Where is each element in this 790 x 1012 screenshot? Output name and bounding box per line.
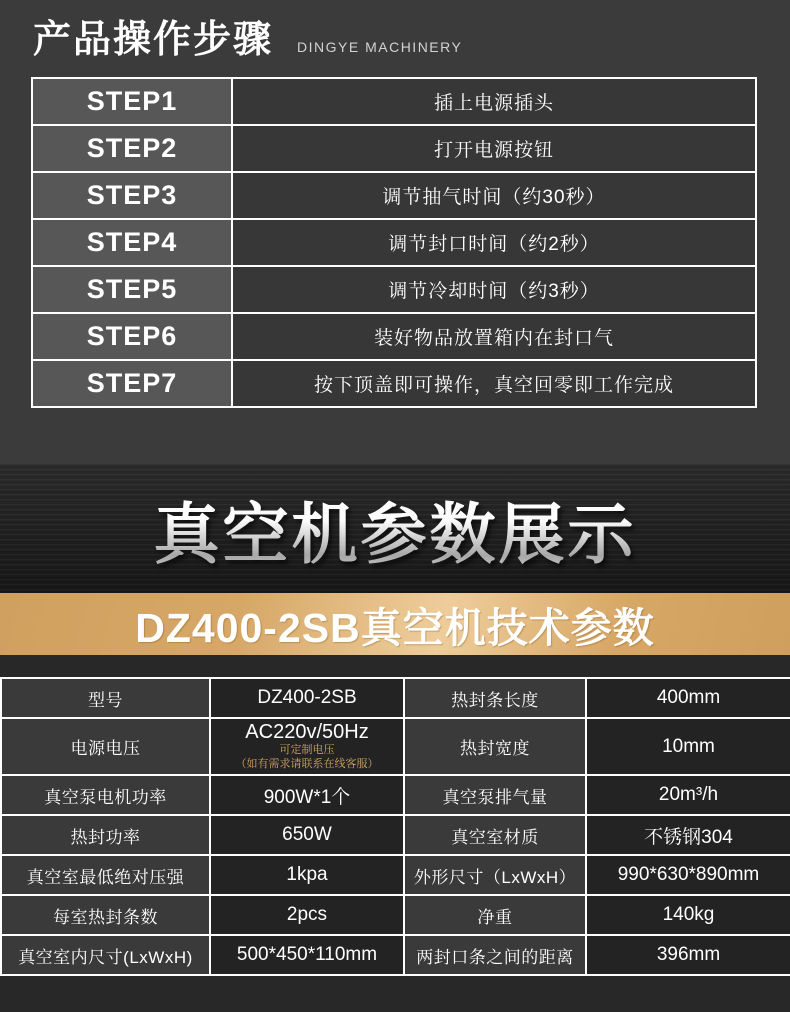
step-desc-cell: 调节冷却时间（约3秒）: [232, 266, 756, 313]
steps-header: [33, 20, 790, 62]
step-number-cell: STEP7: [32, 360, 232, 407]
spec-row: [1, 895, 790, 935]
spec-value-cell: 20m³/h: [586, 775, 790, 815]
spec-label-cell: 热封宽度: [404, 718, 586, 775]
spec-value-cell: 不锈钢304: [586, 815, 790, 855]
spec-row: [1, 775, 790, 815]
spec-value-cell: DZ400-2SB: [210, 678, 404, 718]
spec-row: [1, 815, 790, 855]
step-desc-cell: 按下顶盖即可操作，真空回零即工作完成: [232, 360, 756, 407]
spec-row: [1, 935, 790, 975]
spec-label-cell: 电源电压: [1, 718, 210, 775]
spec-value-cell: 1kpa: [210, 855, 404, 895]
step-number-cell: STEP6: [32, 313, 232, 360]
step-desc-cell: 装好物品放置箱内在封口气: [232, 313, 756, 360]
step-desc-cell: 打开电源按钮: [232, 125, 756, 172]
spec-label-cell: 每室热封条数: [1, 895, 210, 935]
spec-value-cell: 396mm: [586, 935, 790, 975]
step-row: [32, 78, 756, 125]
spec-label-cell: 净重: [404, 895, 586, 935]
step-row: [32, 172, 756, 219]
step-number-cell: STEP1: [32, 78, 232, 125]
step-number-cell: STEP4: [32, 219, 232, 266]
spec-row: [1, 855, 790, 895]
step-row: [32, 313, 756, 360]
spec-row: [1, 678, 790, 718]
spec-value-note: 可定制电压: [279, 744, 335, 757]
brand-subtitle: DINGYE MACHINERY: [297, 39, 463, 55]
spec-value-note: （如有需求请联系在线客服）: [235, 758, 379, 770]
spec-value-cell: 900W*1个: [210, 775, 404, 815]
spec-value-cell: 990*630*890mm: [586, 855, 790, 895]
step-number-cell: STEP2: [32, 125, 232, 172]
step-row: [32, 360, 756, 407]
step-number-cell: STEP3: [32, 172, 232, 219]
spec-value-cell: 2pcs: [210, 895, 404, 935]
step-number-cell: STEP5: [32, 266, 232, 313]
model-banner: [0, 593, 790, 655]
model-banner-title: DZ400-2SB真空机技术参数: [135, 604, 655, 651]
step-row: [32, 219, 756, 266]
spec-label-cell: 真空室材质: [404, 815, 586, 855]
spec-label-cell: 型号: [1, 678, 210, 718]
spec-value-main: AC220v/50Hz: [245, 721, 369, 744]
spec-label-cell: 外形尺寸（LxWxH）: [404, 855, 586, 895]
operation-steps-section: [0, 0, 790, 464]
spec-label-cell: 热封功率: [1, 815, 210, 855]
spec-value-cell: 10mm: [586, 718, 790, 775]
page-title: 产品操作步骤: [33, 19, 274, 61]
spec-label-cell: 真空室最低绝对压强: [1, 855, 210, 895]
spec-value-cell: 500*450*110mm: [210, 935, 404, 975]
step-desc-cell: 调节抽气时间（约30秒）: [232, 172, 756, 219]
spec-label-cell: 热封条长度: [404, 678, 586, 718]
spec-label-cell: 两封口条之间的距离: [404, 935, 586, 975]
spec-value-cell: 650W: [210, 815, 404, 855]
step-desc-cell: 插上电源插头: [232, 78, 756, 125]
params-banner: [0, 464, 790, 593]
spec-table: [0, 677, 790, 976]
params-banner-title: 真空机参数展示: [154, 481, 637, 576]
spec-label-cell: 真空室内尺寸(LxWxH): [1, 935, 210, 975]
step-row: [32, 125, 756, 172]
step-row: [32, 266, 756, 313]
steps-table: [31, 77, 757, 408]
spec-value-cell: 140kg: [586, 895, 790, 935]
spec-label-cell: 真空泵电机功率: [1, 775, 210, 815]
spec-row: [1, 718, 790, 775]
step-desc-cell: 调节封口时间（约2秒）: [232, 219, 756, 266]
spec-section: [0, 655, 790, 1012]
spec-value-cell: 400mm: [586, 678, 790, 718]
spec-value-cell: [210, 718, 404, 775]
spec-label-cell: 真空泵排气量: [404, 775, 586, 815]
